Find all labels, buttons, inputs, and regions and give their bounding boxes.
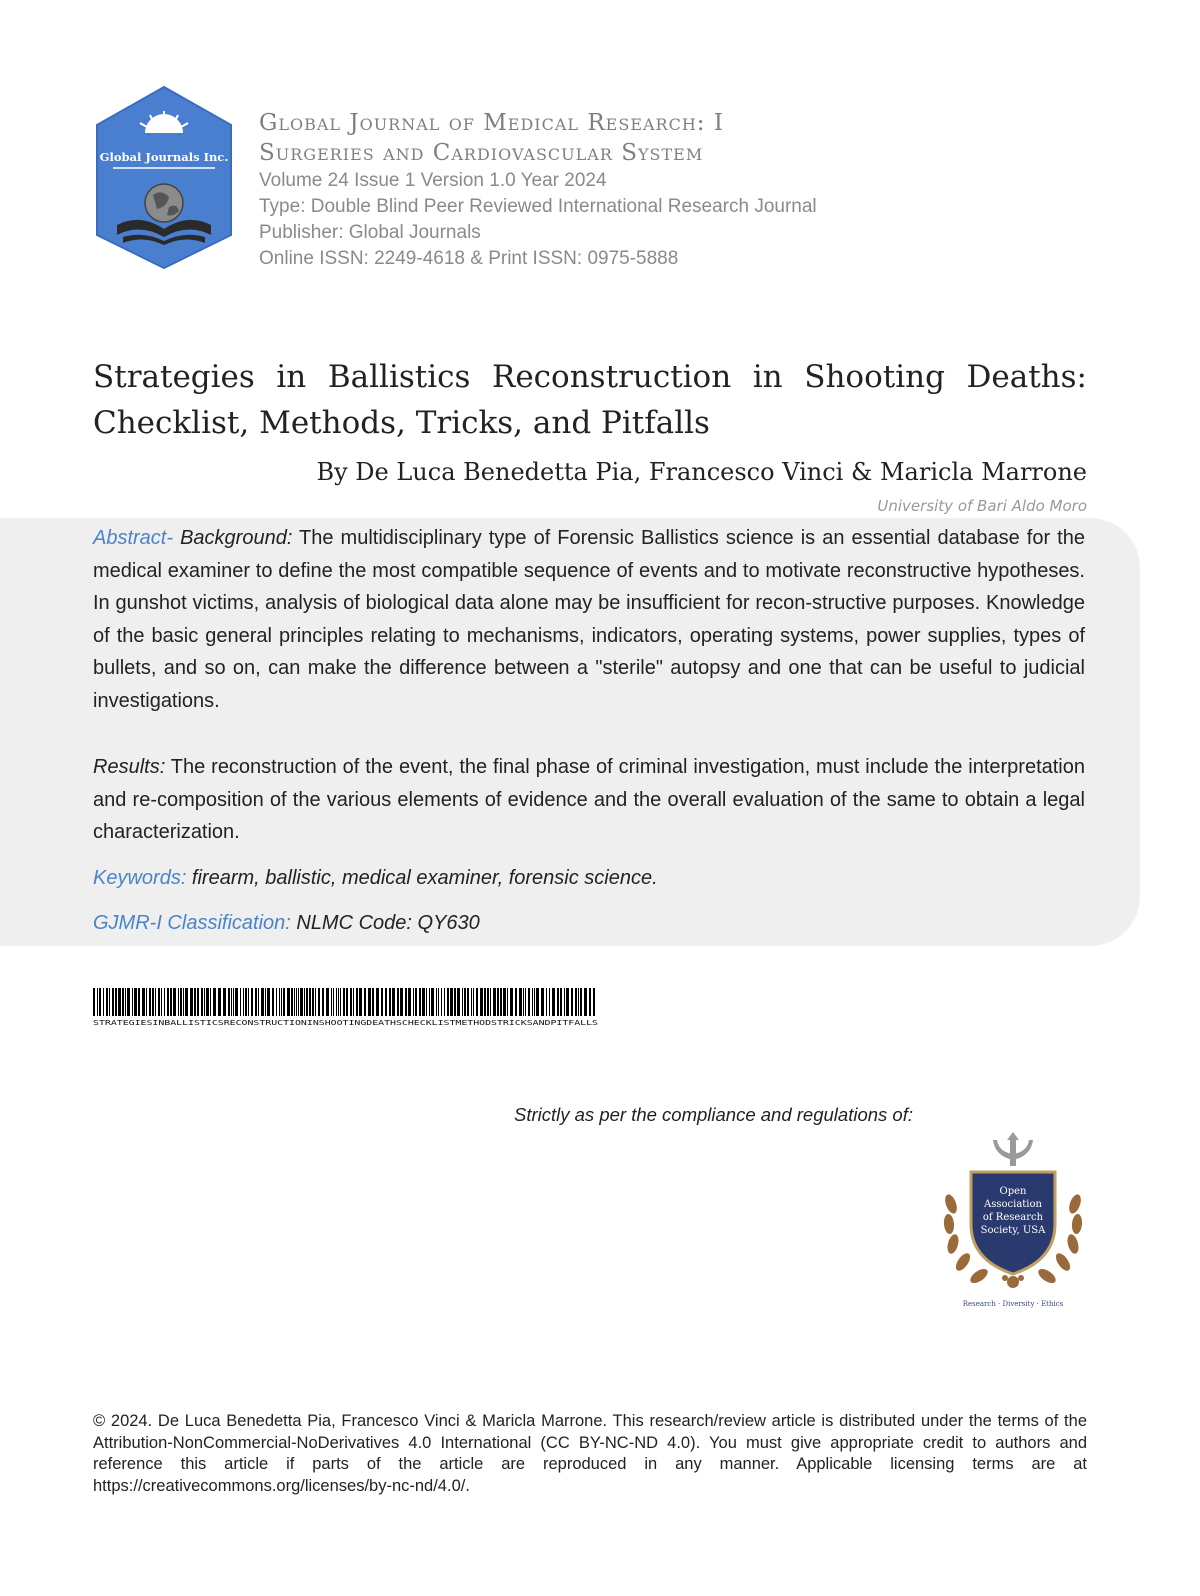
keywords-label: Keywords:	[93, 867, 187, 889]
abstract-results	[93, 751, 1085, 849]
volume-line: Volume 24 Issue 1 Version 1.0 Year 2024	[259, 170, 607, 191]
oars-logo	[937, 1132, 1089, 1310]
abstract-label: Abstract-	[93, 527, 174, 549]
oars-line-4: Society, USA	[980, 1225, 1046, 1236]
background-text: The multidisciplinary type of Forensic Ballistics science is an essential database for the medical examiner to define the most compatible sequence of events and to motivate reconstructive hypotheses. In gunshot victims, analysis of biological data alone may be insufficient for recon-structive purposes. Knowledge of the basic general principles relating to mechanisms, indicators, operating systems, power supplies, types of bullets, and so on, can make the difference between a "sterile" autopsy and one that can be useful to judicial investigations.	[93, 527, 1085, 712]
article-authors: By De Luca Benedetta Pia, Francesco Vinci & Maricla Marrone	[316, 458, 1087, 486]
compliance-text: Strictly as per the compliance and regulations of:	[514, 1104, 913, 1125]
classification-label: GJMR-I Classification:	[93, 912, 291, 934]
results-label: Results:	[93, 756, 166, 778]
article-title: Strategies in Ballistics Reconstruction in Shooting Deaths: Checklist, Methods, Tricks, and Pitfalls	[93, 359, 1087, 441]
copyright-notice: © 2024. De Luca Benedetta Pia, Francesco Vinci & Maricla Marrone. This research/review article is distributed under the terms of the Attribution-NonCommercial-NoDerivatives 4.0 International (CC BY-NC-ND 4.0). You must give appropriate credit to authors and reference this article if parts of the article are reproduced in any manner. Applicable licensing terms are at https://creativecommons.org/licenses/by-nc-nd/4.0/.	[93, 1412, 1087, 1495]
journal-logo	[95, 85, 233, 270]
globe-icon	[145, 184, 183, 222]
barcode-bars	[93, 988, 595, 1016]
results-text: The reconstruction of the event, the final phase of criminal investigation, must include the interpretation and re-composition of the various elements of evidence and the overall evaluation of the same to obtain a legal characterization.	[93, 756, 1085, 843]
journal-title-line1: Global Journal of Medical Research: I	[259, 110, 724, 136]
background-label: Background:	[180, 527, 293, 549]
logo-text: Global Journals Inc.	[99, 150, 229, 164]
oars-tagline: Research · Diversity · Ethics	[962, 1300, 1064, 1308]
barcode	[93, 988, 598, 1026]
classification-text: NLMC Code: QY630	[290, 912, 480, 934]
classification	[93, 907, 1085, 940]
type-line: Type: Double Blind Peer Reviewed International Research Journal	[259, 196, 817, 217]
abstract-background	[93, 522, 1085, 717]
barcode-caption: STRATEGIESINBALLISTICSRECONSTRUCTIONINSHOOTINGDEATHSCHECKLISTMETHODSTRICKSANDPITFALLS	[93, 1019, 598, 1026]
issn-line: Online ISSN: 2249-4618 & Print ISSN: 0975-5888	[259, 248, 679, 269]
keywords	[93, 862, 1085, 895]
abstract-panel	[0, 518, 1140, 946]
oars-line-3: of Research	[982, 1212, 1044, 1223]
trident-icon	[993, 1132, 1033, 1166]
publisher-line: Publisher: Global Journals	[259, 222, 481, 243]
journal-title-line2: Surgeries and Cardiovascular System	[259, 140, 704, 166]
oars-line-2: Association	[984, 1199, 1042, 1210]
keywords-text: firearm, ballistic, medical examiner, forensic science.	[186, 867, 658, 889]
author-affiliation: University of Bari Aldo Moro	[877, 497, 1087, 515]
journal-header	[259, 108, 979, 272]
oars-line-1: Open	[999, 1186, 1027, 1197]
